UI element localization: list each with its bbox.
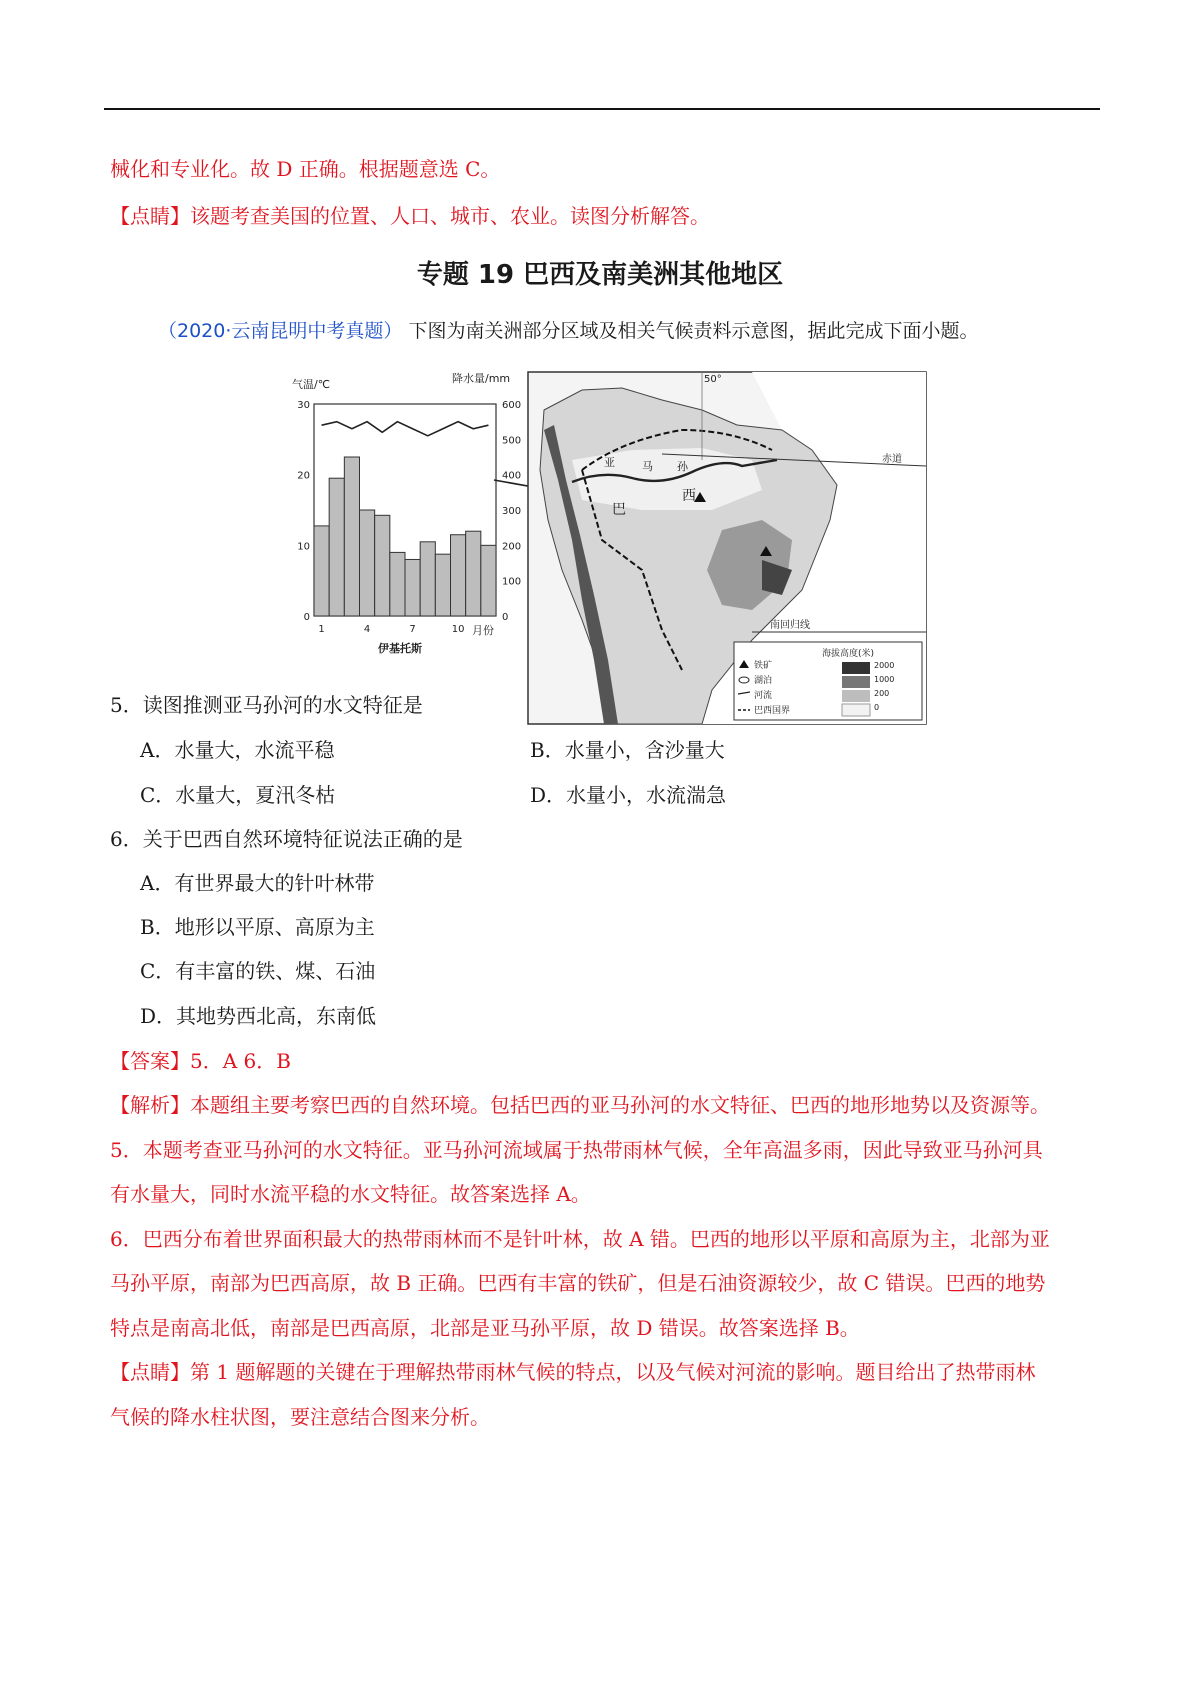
legend-title: 海拔高度(米) <box>822 649 875 659</box>
left-axis-ticks <box>297 400 310 623</box>
source-tag: （2020·云南昆明中考真题） <box>158 320 403 342</box>
analysis-q5-line2: 有水量大，同时水流平稳的水文特征。故答案选择 A。 <box>110 1182 591 1206</box>
x-unit-label: 月份 <box>472 624 494 637</box>
legend-border: 巴西国界 <box>754 706 791 716</box>
map-label-xi: 西 <box>682 488 696 504</box>
x-tick-label: 1 <box>318 624 325 635</box>
right-tick-label: 100 <box>502 576 522 588</box>
y-left-label: 气温/℃ <box>292 378 331 391</box>
source-intro: 下图为南关洲部分区域及相关气候责料示意图，据此完成下面小题。 <box>408 320 979 342</box>
figure-svg <box>282 370 930 726</box>
precip-bars <box>314 457 496 616</box>
right-tick-label: 300 <box>502 506 522 517</box>
dianjing-text: 该题考查美国的位置、人口、城市、农业。读图分析解答。 <box>190 204 710 228</box>
legend-level-label: 0 <box>874 703 880 712</box>
q5-stem: 5．读图推测亚马孙河的水文特征是 <box>110 693 423 717</box>
right-tick-label: 400 <box>502 470 522 482</box>
q6-option-d: D．其地势西北高，东南低 <box>140 1004 377 1028</box>
precip-bar <box>405 559 420 616</box>
left-tick-label: 20 <box>297 470 310 482</box>
left-tick-label: 10 <box>297 541 310 553</box>
precip-bar <box>451 535 466 616</box>
map-label-sun: 孙 <box>677 460 688 473</box>
x-tick-label: 4 <box>363 624 371 635</box>
precip-bar <box>360 510 375 616</box>
q5-option-b: B．水量小，含沙量大 <box>530 738 725 762</box>
section-title: 专题 19 巴西及南美洲其他地区 <box>416 260 784 290</box>
precip-bar <box>375 515 390 616</box>
left-tick-label: 30 <box>297 400 310 411</box>
x-axis-ticks <box>318 624 464 635</box>
right-axis-ticks <box>502 400 521 623</box>
prev-answer-line: 械化和专业化。故 D 正确。根据题意选 C。 <box>110 157 501 181</box>
legend-level-2 <box>842 676 870 688</box>
precip-bar <box>390 552 405 616</box>
analysis-q5-line1: 5．本题考查亚马孙河的水文特征。亚马孙河流域属于热带雨林气候，全年高温多雨，因此导致亚马孙河具 <box>110 1138 1043 1162</box>
right-tick-label: 200 <box>502 541 522 553</box>
header-rule <box>104 108 1100 110</box>
station-label: 伊基托斯 <box>378 642 422 655</box>
right-tick-label: 0 <box>502 612 509 623</box>
legend-level-1 <box>842 662 870 674</box>
legend-level-3 <box>842 690 870 702</box>
map-label-ya: 亚 <box>604 456 615 469</box>
figure-climate-map <box>282 370 930 726</box>
precip-bar <box>435 554 450 616</box>
dianjing-line2: 气候的降水柱状图，要注意结合图来分析。 <box>110 1405 490 1429</box>
answer-line: 【答案】5．A 6．B <box>110 1049 291 1073</box>
precip-bar <box>466 531 481 616</box>
q6-option-c: C．有丰富的铁、煤、石油 <box>140 959 376 983</box>
dianjing-tag: 【点睛】 <box>110 204 190 228</box>
legend-level-4 <box>842 704 870 716</box>
map-legend <box>734 642 922 720</box>
legend-lake: 湖泊 <box>754 676 773 686</box>
precip-bar <box>314 526 329 616</box>
legend-iron: 铁矿 <box>754 661 773 671</box>
question-source <box>158 316 978 343</box>
precip-bar <box>481 545 496 616</box>
right-tick-label: 600 <box>502 400 522 411</box>
climate-chart <box>292 371 521 655</box>
tropic-label: 南回归线 <box>770 620 810 631</box>
prev-dianjing <box>110 203 710 229</box>
legend-level-label: 200 <box>874 689 890 698</box>
map-label-ba: 巴 <box>612 502 626 518</box>
legend-level-label: 1000 <box>874 675 895 684</box>
analysis-q6-line2: 马孙平原，南部为巴西高原，故 B 正确。巴西有丰富的铁矿，但是石油资源较少，故 C 错误。巴西的地势 <box>110 1271 1046 1295</box>
q5-option-c: C．水量大，夏汛冬枯 <box>140 783 336 807</box>
analysis-q6-line1: 6．巴西分布着世界面积最大的热带雨林而不是针叶林，故 A 错。巴西的地形以平原和高原为主，北部为亚 <box>110 1227 1050 1251</box>
analysis-intro: 【解析】本题组主要考察巴西的自然环境。包括巴西的亚马孙河的水文特征、巴西的地形地势以及资源等。 <box>110 1093 1050 1117</box>
south-america-map <box>528 372 926 724</box>
q6-option-b: B．地形以平原、高原为主 <box>140 915 375 939</box>
legend-level-label: 2000 <box>874 661 895 670</box>
legend-river: 河流 <box>754 691 773 701</box>
legend-lake-icon <box>739 677 749 683</box>
q6-option-a: A．有世界最大的针叶林带 <box>140 871 375 895</box>
precip-bar <box>420 542 435 616</box>
equator-label: 赤道 <box>882 454 902 465</box>
x-tick-label: 7 <box>409 624 416 635</box>
q5-option-d: D．水量小，水流湍急 <box>530 783 727 807</box>
q6-stem: 6．关于巴西自然环境特征说法正确的是 <box>110 827 463 851</box>
temperature-line <box>322 422 489 436</box>
map-label-ma: 马 <box>642 460 653 473</box>
left-tick-label: 0 <box>303 612 310 623</box>
meridian-label: 50° <box>704 374 722 385</box>
q5-option-a: A．水量大，水流平稳 <box>140 738 335 762</box>
dianjing-line1: 【点睛】第 1 题解题的关键在于理解热带雨林气候的特点，以及气候对河流的影响。题目给出了热带雨林 <box>110 1360 1036 1384</box>
precip-bar <box>344 457 359 616</box>
x-tick-label: 10 <box>451 624 465 635</box>
analysis-q6-line3: 特点是南高北低，南部是巴西高原，北部是亚马孙平原，故 D 错误。故答案选择 B。 <box>110 1316 860 1340</box>
precip-bar <box>329 478 344 616</box>
right-tick-label: 500 <box>502 435 522 447</box>
y-right-label: 降水量/mm <box>452 372 511 385</box>
